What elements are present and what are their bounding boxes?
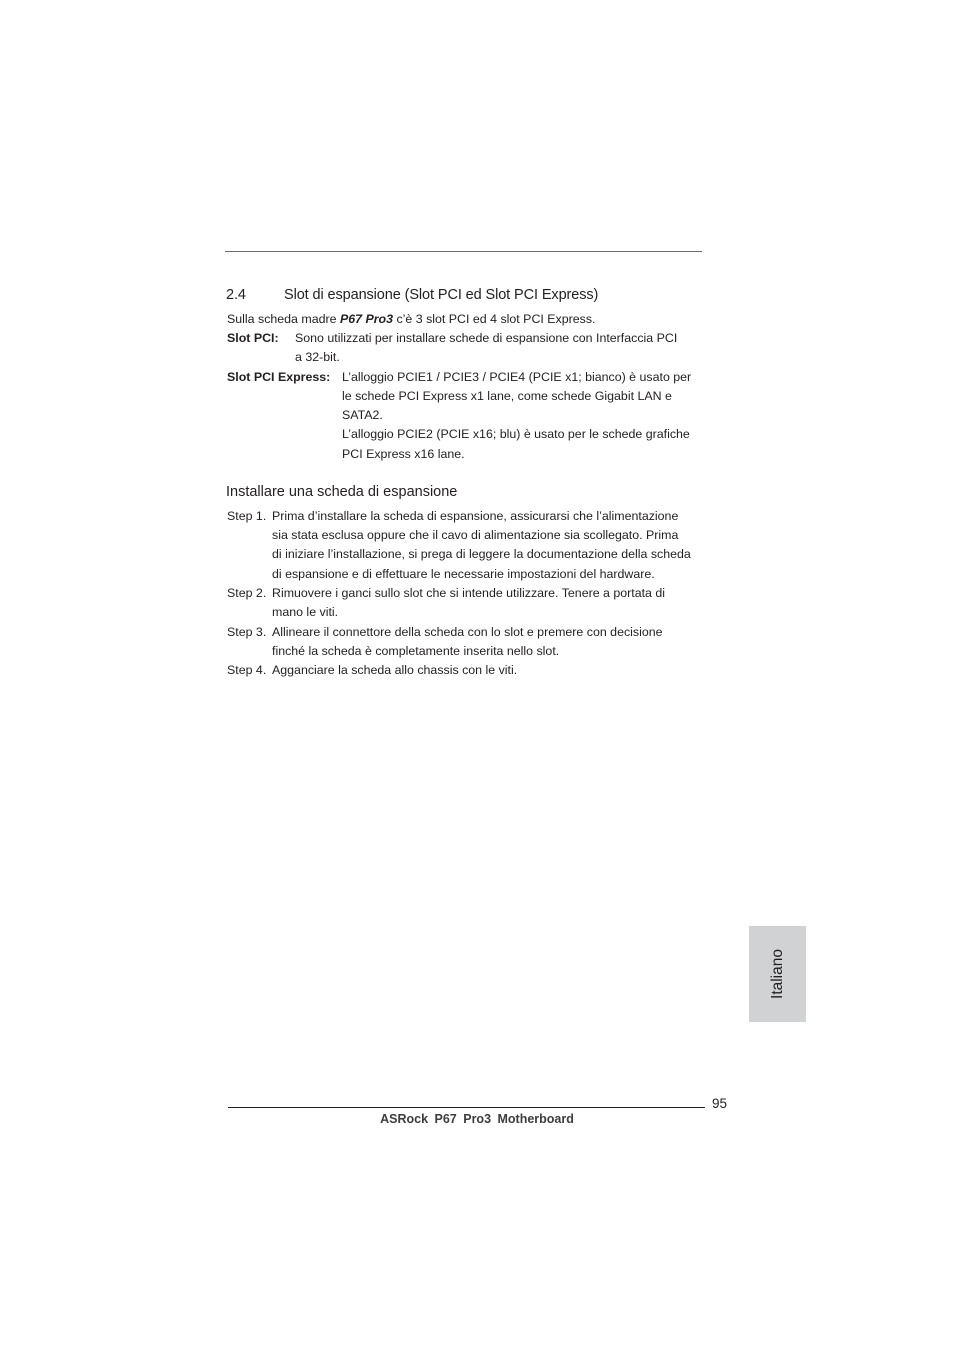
top-rule [225, 251, 702, 252]
pci-slot-desc-line: a 32-bit. [295, 350, 340, 364]
step-text-line: Prima d’installare la scheda di espansione, assicurarsi che l’alimentazione [272, 509, 679, 523]
pcie-slot-desc-line: L’alloggio PCIE1 / PCIE3 / PCIE4 (PCIE x1; bianco) è usato per [342, 370, 692, 384]
step-text-line: finché la scheda è completamente inserita nello slot. [272, 644, 560, 658]
step-text-line: di espansione e di effettuare le necessarie impostazioni del hardware. [272, 567, 655, 581]
pcie-slot-desc-line: SATA2. [342, 408, 383, 422]
install-heading: Installare una scheda di espansione [226, 484, 458, 500]
intro-paragraph [227, 311, 595, 327]
page-number: 95 [712, 1096, 728, 1111]
section-number: 2.4 [226, 287, 246, 303]
language-tab [749, 926, 806, 1022]
step-text-line: mano le viti. [272, 605, 339, 619]
step-label: Step 3. [227, 625, 267, 639]
intro-prefix: Sulla scheda madre [227, 312, 340, 326]
step-text-line: sia stata esclusa oppure che il cavo di alimentazione sia scollegato. Prima [272, 528, 679, 542]
pci-slot-desc-line: Sono utilizzati per installare schede di espansione con Interfaccia PCI [295, 331, 678, 345]
model-name: P67 Pro3 [339, 312, 394, 326]
section-heading [226, 287, 598, 303]
pcie-slot-desc-line: L’alloggio PCIE2 (PCIE x16; blu) è usato per le schede grafiche [342, 427, 690, 441]
intro-suffix: c’è 3 slot PCI ed 4 slot PCI Express. [393, 312, 596, 326]
step-text-line: Rimuovere i ganci sullo slot che si intende utilizzare. Tenere a portata di [272, 586, 666, 600]
pcie-slot-desc-line: le schede PCI Express x1 lane, come schede Gigabit LAN e [342, 389, 672, 403]
pci-slot-term: Slot PCI: [227, 331, 279, 345]
section-title: Slot di espansione (Slot PCI ed Slot PCI Express) [284, 287, 599, 303]
step-text-line: Allineare il connettore della scheda con lo slot e premere con decisione [272, 625, 663, 639]
step-label: Step 2. [227, 586, 267, 600]
footer-title: ASRock P67 Pro3 Motherboard [380, 1112, 574, 1126]
footer-rule [228, 1107, 705, 1108]
step-text-line: Agganciare la scheda allo chassis con le viti. [272, 663, 518, 677]
language-tab-label: Italiano [768, 949, 786, 999]
step-label: Step 4. [227, 663, 267, 677]
step-text-line: di iniziare l’installazione, si prega di leggere la documentazione della scheda [272, 547, 691, 561]
pcie-slot-term: Slot PCI Express: [227, 370, 331, 384]
step-label: Step 1. [227, 509, 267, 523]
pcie-slot-desc-line: PCI Express x16 lane. [342, 447, 465, 461]
